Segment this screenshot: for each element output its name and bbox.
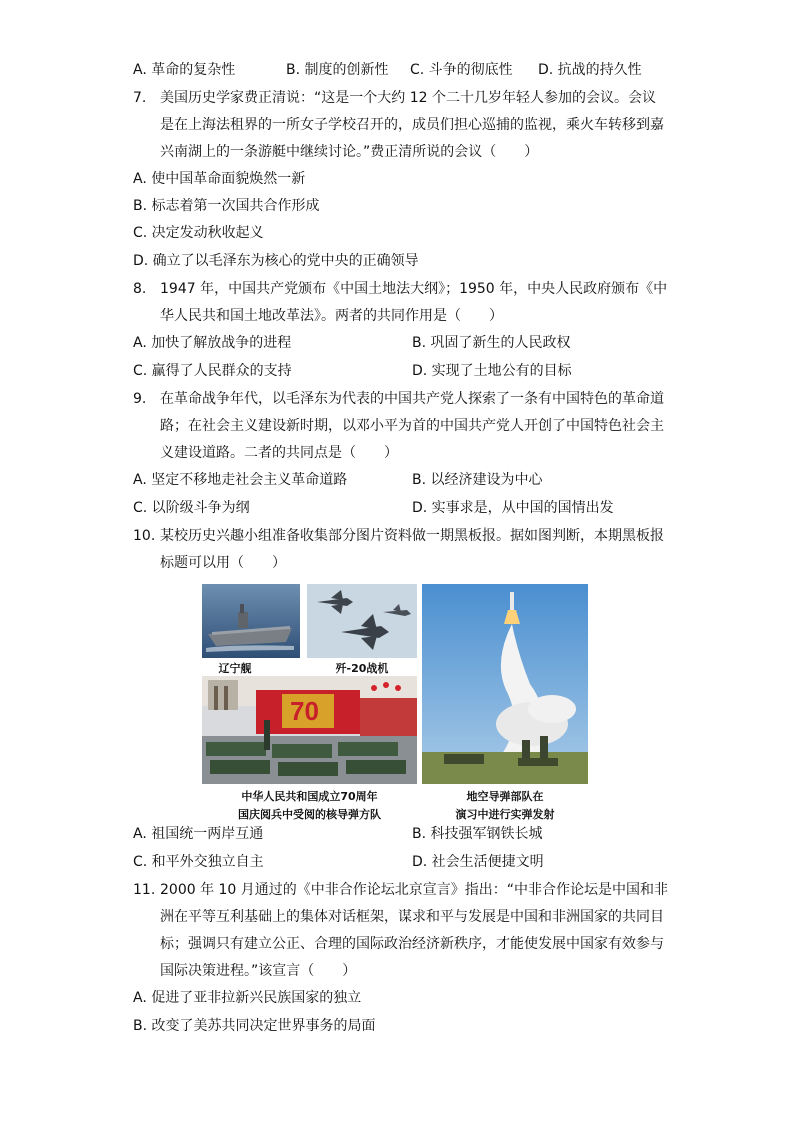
q8-number: 8. [133,281,147,297]
q7-option-c: C. 决定发动秋收起义 [133,225,264,241]
q11-option-a: A. 促进了亚非拉新兴民族国家的独立 [133,990,362,1006]
q10-option-b: B. 科技强军钢铁长城 [412,826,543,842]
q10-stem-line-2: 标题可以用（ ） [160,555,286,571]
caption-parade-2: 国庆阅兵中受阅的核导弹方队 [238,808,381,821]
q7-stem-line-1: 美国历史学家费正清说：“这是一个大约 12 个二十几岁年轻人参加的会议。会议 [160,90,656,106]
q6-option-c: C. 斗争的彻底性 [410,62,513,78]
q7-stem-line-3: 兴南湖上的一条游艇中继续讨论。”费正清所说的会议（ ） [160,144,539,160]
q10-option-c: C. 和平外交独立自主 [133,854,264,870]
q9-option-a: A. 坚定不移地走社会主义革命道路 [133,472,348,488]
caption-jet: 歼-20战机 [335,662,389,675]
q10-stem-line-1: 某校历史兴趣小组准备收集部分图片资料做一期黑板报。据如图判断，本期黑板报 [160,528,664,544]
q8-stem-line-2: 华人民共和国土地改革法》。两者的共同作用是（ ） [160,308,503,324]
caption-missile-1: 地空导弹部队在 [466,790,544,803]
q6-option-d: D. 抗战的持久性 [538,62,642,78]
banner-70: 70 [290,696,319,726]
q8-option-c: C. 赢得了人民群众的支持 [133,363,292,379]
q11-stem-line-2: 洲在平等互利基础上的集体对话框架，谋求和平与发展是中国和非洲国家的共同目 [160,909,664,925]
q10-option-a: A. 祖国统一两岸互通 [133,826,264,842]
jet-photo [307,584,417,658]
q7-option-d: D. 确立了以毛泽东为核心的党中央的正确领导 [133,253,419,269]
caption-carrier: 辽宁舰 [218,662,252,675]
caption-parade-1: 中华人民共和国成立70周年 [241,790,378,803]
q9-option-d: D. 实事求是，从中国的国情出发 [412,500,614,516]
q6-option-a: A. 革命的复杂性 [133,62,236,78]
q7-number: 7. [133,90,147,106]
q11-number: 11. [133,882,156,898]
q7-option-b: B. 标志着第一次国共合作形成 [133,198,320,214]
q7-option-a: A. 使中国革命面貌焕然一新 [133,171,306,187]
q9-option-c: C. 以阶级斗争为纲 [133,500,250,516]
carrier-photo [202,584,300,658]
q11-stem-line-4: 国际决策进程。”该宣言（ ） [160,963,357,979]
q9-stem-line-3: 义建设道路。二者的共同点是（ ） [160,445,398,461]
q9-stem-line-2: 路；在社会主义建设新时期，以邓小平为首的中国共产党人开创了中国特色社会主 [160,418,664,434]
q8-stem-line-1: 1947 年，中国共产党颁布《中国土地法大纲》；1950 年，中央人民政府颁布《中 [160,281,668,297]
parade-photo [202,676,417,784]
caption-missile-2: 演习中进行实弹发射 [455,808,555,821]
q10-option-d: D. 社会生活便捷文明 [412,854,544,870]
q11-stem-line-3: 标；强调只有建立公正、合理的国际政治经济新秩序，才能使发展中国家有效参与 [160,936,664,952]
q8-option-b: B. 巩固了新生的人民政权 [412,335,571,351]
q8-option-d: D. 实现了土地公有的目标 [412,363,572,379]
missile-photo [422,584,588,784]
q9-number: 9. [133,391,147,407]
q8-option-a: A. 加快了解放战争的进程 [133,335,292,351]
q7-stem-line-2: 是在上海法租界的一所女子学校召开的，成员们担心巡捕的监视，乘火车转移到嘉 [160,117,664,133]
q9-option-b: B. 以经济建设为中心 [412,472,543,488]
q11-option-b: B. 改变了美苏共同决定世界事务的局面 [133,1018,376,1034]
q9-stem-line-1: 在革命战争年代，以毛泽东为代表的中国共产党人探索了一条有中国特色的革命道 [160,391,664,407]
q11-stem-line-1: 2000 年 10 月通过的《中非合作论坛北京宣言》指出：“中非合作论坛是中国和非 [160,882,669,898]
q10-figure [202,582,590,822]
q6-option-b: B. 制度的创新性 [286,62,389,78]
q10-number: 10. [133,528,156,544]
